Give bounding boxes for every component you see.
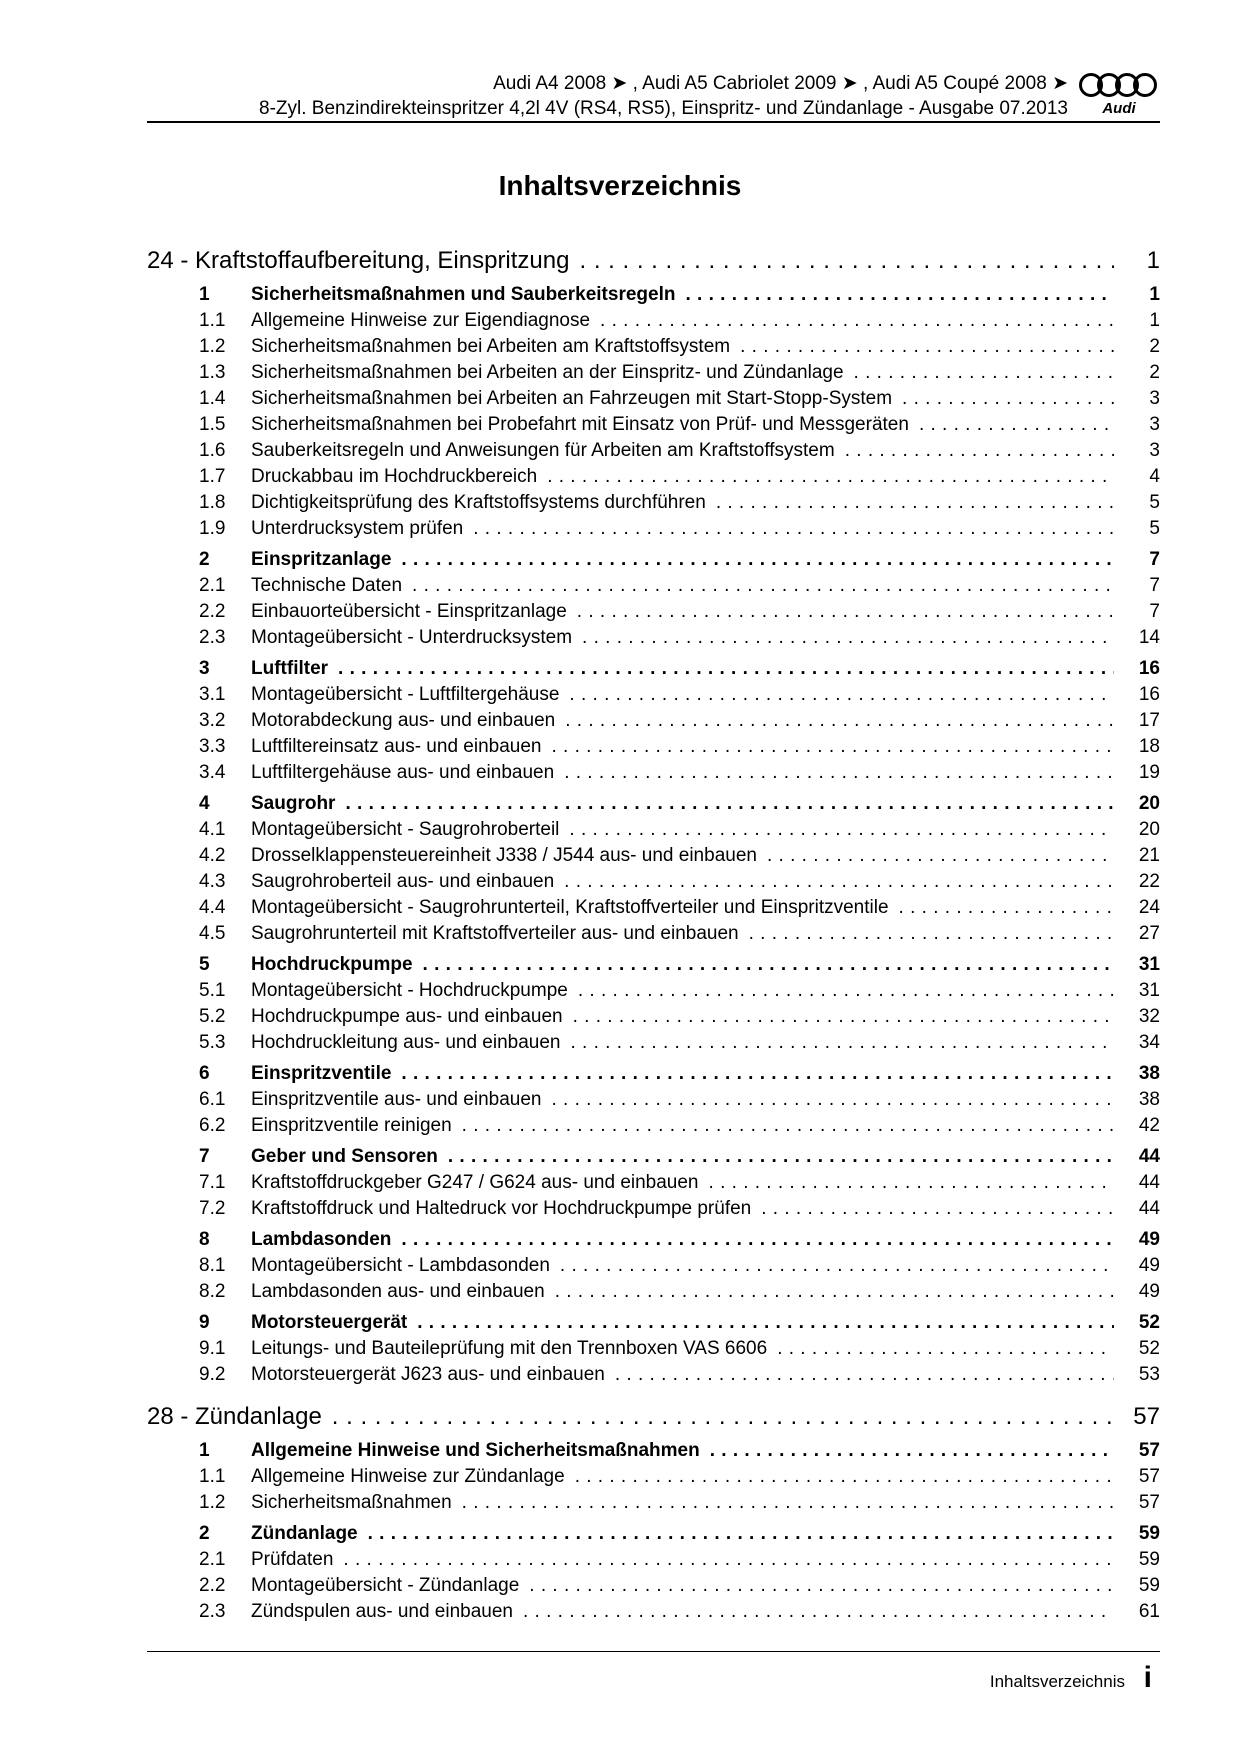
toc-number: 1.1 bbox=[199, 1466, 226, 1487]
toc-number: 5 bbox=[199, 954, 210, 975]
toc-page-number: 17 bbox=[1138, 710, 1160, 731]
toc-page-number: 49 bbox=[1138, 1281, 1160, 1302]
toc-number: 4.4 bbox=[199, 897, 226, 918]
toc-page-number: 52 bbox=[1138, 1338, 1160, 1359]
toc-title: Einbauorteübersicht - Einspritzanlage bbox=[251, 601, 567, 622]
toc-title: Sauberkeitsregeln und Anweisungen für Arbeiten am Kraftstoffsystem bbox=[251, 440, 835, 461]
toc-page-number: 1 bbox=[1149, 310, 1160, 331]
toc-section[interactable] bbox=[147, 1144, 1160, 1170]
toc-item[interactable] bbox=[147, 360, 1160, 386]
toc-number: 6.1 bbox=[199, 1089, 226, 1110]
toc-item[interactable] bbox=[147, 599, 1160, 625]
toc-number: 4.3 bbox=[199, 871, 226, 892]
toc-number: 2 bbox=[199, 1523, 210, 1544]
toc-title: Luftfiltergehäuse aus- und einbauen bbox=[251, 762, 555, 783]
toc-item[interactable] bbox=[147, 843, 1160, 869]
toc-page-number: 59 bbox=[1138, 1523, 1160, 1544]
toc-number: 9.1 bbox=[199, 1338, 226, 1359]
toc-item[interactable] bbox=[147, 1362, 1160, 1388]
toc-leader-dots bbox=[462, 1490, 1114, 1516]
toc-chapter[interactable] bbox=[147, 240, 1160, 282]
toc-leader-dots bbox=[368, 1521, 1114, 1547]
audi-rings-icon bbox=[1078, 72, 1160, 116]
toc-number: 5.2 bbox=[199, 1006, 226, 1027]
toc-title: Prüfdaten bbox=[251, 1549, 334, 1570]
toc-item[interactable] bbox=[147, 1253, 1160, 1279]
toc-section[interactable] bbox=[147, 547, 1160, 573]
toc-title: Sicherheitsmaßnahmen bei Arbeiten an Fahrzeugen mit Start-Stopp-System bbox=[251, 388, 893, 409]
toc-number: 1.2 bbox=[199, 336, 226, 357]
toc-item[interactable] bbox=[147, 1573, 1160, 1599]
toc-leader-dots bbox=[412, 573, 1114, 599]
toc-leader-dots bbox=[473, 516, 1114, 542]
toc-page-number: 14 bbox=[1138, 627, 1160, 648]
toc-item[interactable] bbox=[147, 1547, 1160, 1573]
toc-title: Geber und Sensoren bbox=[251, 1146, 438, 1167]
toc-title: Sicherheitsmaßnahmen bei Probefahrt mit Einsatz von Prüf- und Messgeräten bbox=[251, 414, 909, 435]
toc-leader-dots bbox=[749, 921, 1114, 947]
toc-page-number: 52 bbox=[1138, 1312, 1160, 1333]
toc-page-number: 61 bbox=[1138, 1601, 1160, 1622]
toc-leader-dots bbox=[573, 1004, 1114, 1030]
toc-page-number: 7 bbox=[1149, 601, 1160, 622]
toc-item[interactable] bbox=[147, 921, 1160, 947]
toc-leader-dots bbox=[575, 1464, 1114, 1490]
toc-title: Saugrohrunterteil mit Kraftstoffverteiler aus- und einbauen bbox=[251, 923, 739, 944]
toc-title: Drosselklappensteuereinheit J338 / J544 aus- und einbauen bbox=[251, 845, 757, 866]
toc-title: Lambdasonden aus- und einbauen bbox=[251, 1281, 545, 1302]
toc-leader-dots bbox=[740, 334, 1114, 360]
toc-item[interactable] bbox=[147, 1170, 1160, 1196]
toc-page-number: 57 bbox=[1138, 1492, 1160, 1513]
toc-item[interactable] bbox=[147, 708, 1160, 734]
toc-section[interactable] bbox=[147, 1521, 1160, 1547]
toc-item[interactable] bbox=[147, 1113, 1160, 1139]
toc-leader-dots bbox=[761, 1196, 1114, 1222]
toc-page-number: 3 bbox=[1149, 440, 1160, 461]
toc-leader-dots bbox=[564, 869, 1114, 895]
toc-number: 4.2 bbox=[199, 845, 226, 866]
toc-page-number: 57 bbox=[1133, 1403, 1160, 1430]
toc-title: Motorabdeckung aus- und einbauen bbox=[251, 710, 556, 731]
toc-leader-dots bbox=[555, 1279, 1114, 1305]
footer-page-number: i bbox=[1143, 1661, 1152, 1694]
toc-page-number: 1 bbox=[1149, 284, 1160, 305]
toc-number: 2.2 bbox=[199, 1575, 226, 1596]
toc-page-number: 18 bbox=[1138, 736, 1160, 757]
toc-page-number: 44 bbox=[1138, 1198, 1160, 1219]
toc-page-number: 4 bbox=[1149, 466, 1160, 487]
toc-page-number: 38 bbox=[1138, 1089, 1160, 1110]
toc-item[interactable] bbox=[147, 1464, 1160, 1490]
table-of-contents bbox=[147, 240, 1160, 1625]
toc-title: Kraftstoffdruckgeber G247 / G624 aus- und einbauen bbox=[251, 1172, 699, 1193]
toc-leader-dots bbox=[565, 708, 1114, 734]
toc-title: Einspritzventile bbox=[251, 1063, 392, 1084]
toc-item[interactable] bbox=[147, 334, 1160, 360]
toc-title: 24 - Kraftstoffaufbereitung, Einspritzung bbox=[147, 247, 570, 274]
toc-page-number: 20 bbox=[1138, 819, 1160, 840]
logo-text: Audi bbox=[1102, 100, 1136, 116]
toc-section[interactable] bbox=[147, 1061, 1160, 1087]
toc-item[interactable] bbox=[147, 895, 1160, 921]
toc-title: Saugrohroberteil aus- und einbauen bbox=[251, 871, 555, 892]
toc-title: Einspritzventile aus- und einbauen bbox=[251, 1089, 542, 1110]
toc-leader-dots bbox=[523, 1599, 1114, 1625]
toc-number: 4.1 bbox=[199, 819, 226, 840]
toc-leader-dots bbox=[685, 282, 1114, 308]
toc-number: 1.4 bbox=[199, 388, 226, 409]
toc-leader-dots bbox=[401, 1061, 1114, 1087]
toc-number: 1.1 bbox=[199, 310, 226, 331]
toc-section[interactable] bbox=[147, 656, 1160, 682]
toc-number: 1.8 bbox=[199, 492, 226, 513]
toc-leader-dots bbox=[582, 625, 1114, 651]
toc-page-number: 16 bbox=[1138, 684, 1160, 705]
toc-leader-dots bbox=[448, 1144, 1114, 1170]
toc-item[interactable] bbox=[147, 682, 1160, 708]
toc-page-number: 7 bbox=[1149, 575, 1160, 596]
toc-chapter[interactable] bbox=[147, 1396, 1160, 1438]
toc-section[interactable] bbox=[147, 791, 1160, 817]
toc-page-number: 44 bbox=[1138, 1172, 1160, 1193]
toc-page-number: 59 bbox=[1138, 1575, 1160, 1596]
toc-title: Zündspulen aus- und einbauen bbox=[251, 1601, 513, 1622]
toc-number: 3.3 bbox=[199, 736, 226, 757]
toc-title: Montageübersicht - Unterdrucksystem bbox=[251, 627, 573, 648]
page-header bbox=[147, 68, 1160, 120]
toc-title: Zündanlage bbox=[251, 1523, 358, 1544]
header-models: Audi A4 2008 ➤ , Audi A5 Cabriolet 2009 ➤ , Audi A5 Coupé 2008 ➤ bbox=[493, 73, 1068, 94]
toc-page-number: 21 bbox=[1138, 845, 1160, 866]
toc-number: 3.4 bbox=[199, 762, 226, 783]
toc-page-number: 22 bbox=[1138, 871, 1160, 892]
toc-leader-dots bbox=[899, 895, 1114, 921]
toc-item[interactable] bbox=[147, 516, 1160, 542]
toc-title: 28 - Zündanlage bbox=[147, 1403, 322, 1430]
toc-number: 6 bbox=[199, 1063, 210, 1084]
toc-section[interactable] bbox=[147, 282, 1160, 308]
toc-page-number: 31 bbox=[1138, 954, 1160, 975]
toc-leader-dots bbox=[577, 599, 1114, 625]
toc-title: Technische Daten bbox=[251, 575, 403, 596]
toc-number: 9 bbox=[199, 1312, 210, 1333]
toc-section[interactable] bbox=[147, 1310, 1160, 1336]
toc-item[interactable] bbox=[147, 869, 1160, 895]
toc-section[interactable] bbox=[147, 1438, 1160, 1464]
toc-leader-dots bbox=[547, 464, 1114, 490]
toc-number: 7.2 bbox=[199, 1198, 226, 1219]
toc-page-number: 57 bbox=[1138, 1440, 1160, 1461]
toc-page-number: 49 bbox=[1138, 1255, 1160, 1276]
toc-title: Montageübersicht - Saugrohrunterteil, Kraftstoffverteiler und Einspritzventile bbox=[251, 897, 889, 918]
toc-number: 4.5 bbox=[199, 923, 226, 944]
toc-page-number: 20 bbox=[1138, 793, 1160, 814]
toc-page-number: 16 bbox=[1138, 658, 1160, 679]
toc-leader-dots bbox=[777, 1336, 1114, 1362]
toc-leader-dots bbox=[462, 1113, 1114, 1139]
toc-title: Einspritzventile reinigen bbox=[251, 1115, 452, 1136]
toc-item[interactable] bbox=[147, 1196, 1160, 1222]
toc-item[interactable] bbox=[147, 412, 1160, 438]
toc-title: Einspritzanlage bbox=[251, 549, 392, 570]
toc-page-number: 5 bbox=[1149, 492, 1160, 513]
toc-leader-dots bbox=[600, 308, 1114, 334]
toc-item[interactable] bbox=[147, 573, 1160, 599]
toc-number: 5.3 bbox=[199, 1032, 226, 1053]
toc-leader-dots bbox=[345, 791, 1114, 817]
toc-title: Lambdasonden bbox=[251, 1229, 392, 1250]
toc-leader-dots bbox=[343, 1547, 1114, 1573]
toc-item[interactable] bbox=[147, 1599, 1160, 1625]
toc-number: 2.1 bbox=[199, 575, 226, 596]
toc-page-number: 2 bbox=[1149, 362, 1160, 383]
toc-leader-dots bbox=[569, 682, 1114, 708]
toc-page-number: 31 bbox=[1138, 980, 1160, 1001]
toc-leader-dots bbox=[564, 760, 1114, 786]
toc-page-number: 32 bbox=[1138, 1006, 1160, 1027]
toc-item[interactable] bbox=[147, 734, 1160, 760]
toc-leader-dots bbox=[571, 1030, 1115, 1056]
toc-item[interactable] bbox=[147, 386, 1160, 412]
toc-leader-dots bbox=[332, 1396, 1114, 1438]
toc-number: 1.3 bbox=[199, 362, 226, 383]
toc-number: 2.3 bbox=[199, 1601, 226, 1622]
toc-leader-dots bbox=[560, 1253, 1114, 1279]
toc-leader-dots bbox=[417, 1310, 1114, 1336]
toc-item[interactable] bbox=[147, 490, 1160, 516]
toc-page-number: 1 bbox=[1146, 247, 1160, 274]
toc-number: 7.1 bbox=[199, 1172, 226, 1193]
toc-leader-dots bbox=[569, 817, 1114, 843]
toc-title: Dichtigkeitsprüfung des Kraftstoffsystems durchführen bbox=[251, 492, 706, 513]
toc-page-number: 5 bbox=[1149, 518, 1160, 539]
toc-number: 8.2 bbox=[199, 1281, 226, 1302]
toc-page-number: 53 bbox=[1138, 1364, 1160, 1385]
toc-page-number: 42 bbox=[1138, 1115, 1160, 1136]
toc-leader-dots bbox=[710, 1438, 1114, 1464]
toc-item[interactable] bbox=[147, 1279, 1160, 1305]
toc-item[interactable] bbox=[147, 1490, 1160, 1516]
toc-item[interactable] bbox=[147, 1087, 1160, 1113]
toc-title: Sicherheitsmaßnahmen bbox=[251, 1492, 452, 1513]
header-subtitle: 8-Zyl. Benzindirekteinspritzer 4,2l 4V (RS4, RS5), Einspritz- und Zündanlage - Ausgabe 07.2013 bbox=[259, 98, 1068, 119]
audi-logo bbox=[1078, 72, 1160, 116]
toc-number: 1.5 bbox=[199, 414, 226, 435]
toc-page-number: 38 bbox=[1138, 1063, 1160, 1084]
toc-item[interactable] bbox=[147, 978, 1160, 1004]
toc-number: 2.1 bbox=[199, 1549, 226, 1570]
toc-item[interactable] bbox=[147, 464, 1160, 490]
toc-item[interactable] bbox=[147, 817, 1160, 843]
toc-leader-dots bbox=[551, 1087, 1114, 1113]
toc-number: 2.2 bbox=[199, 601, 226, 622]
toc-item[interactable] bbox=[147, 1030, 1160, 1056]
toc-title: Motorsteuergerät J623 aus- und einbauen bbox=[251, 1364, 605, 1385]
toc-page-number: 2 bbox=[1149, 336, 1160, 357]
footer-rule bbox=[147, 1651, 1160, 1652]
toc-leader-dots bbox=[579, 240, 1114, 282]
toc-page-number: 24 bbox=[1138, 897, 1160, 918]
header-rule bbox=[147, 121, 1160, 123]
toc-number: 7 bbox=[199, 1146, 210, 1167]
toc-leader-dots bbox=[854, 360, 1114, 386]
toc-title: Kraftstoffdruck und Haltedruck vor Hochdruckpumpe prüfen bbox=[251, 1198, 752, 1219]
toc-number: 1.6 bbox=[199, 440, 226, 461]
toc-item[interactable] bbox=[147, 1336, 1160, 1362]
toc-page-number: 59 bbox=[1138, 1549, 1160, 1570]
toc-page-number: 7 bbox=[1149, 549, 1160, 570]
toc-title: Hochdruckleitung aus- und einbauen bbox=[251, 1032, 561, 1053]
toc-number: 3.2 bbox=[199, 710, 226, 731]
toc-leader-dots bbox=[615, 1362, 1114, 1388]
toc-page-number: 19 bbox=[1138, 762, 1160, 783]
toc-item[interactable] bbox=[147, 308, 1160, 334]
toc-page-number: 44 bbox=[1138, 1146, 1160, 1167]
toc-number: 1.9 bbox=[199, 518, 226, 539]
toc-page-number: 49 bbox=[1138, 1229, 1160, 1250]
toc-item[interactable] bbox=[147, 1004, 1160, 1030]
toc-number: 5.1 bbox=[199, 980, 226, 1001]
toc-number: 9.2 bbox=[199, 1364, 226, 1385]
toc-page-number: 3 bbox=[1149, 414, 1160, 435]
toc-title: Luftfiltereinsatz aus- und einbauen bbox=[251, 736, 542, 757]
footer-label: Inhaltsverzeichnis bbox=[989, 1672, 1125, 1691]
toc-number: 1.7 bbox=[199, 466, 226, 487]
toc-title: Unterdrucksystem prüfen bbox=[251, 518, 464, 539]
toc-leader-dots bbox=[767, 843, 1114, 869]
toc-title: Montageübersicht - Luftfiltergehäuse bbox=[251, 684, 560, 705]
toc-item[interactable] bbox=[147, 625, 1160, 651]
toc-number: 3 bbox=[199, 658, 210, 679]
toc-title: Allgemeine Hinweise zur Zündanlage bbox=[251, 1466, 565, 1487]
toc-leader-dots bbox=[529, 1573, 1114, 1599]
toc-number: 6.2 bbox=[199, 1115, 226, 1136]
toc-page-number: 57 bbox=[1138, 1466, 1160, 1487]
toc-title: Montageübersicht - Saugrohroberteil bbox=[251, 819, 560, 840]
toc-leader-dots bbox=[338, 656, 1114, 682]
toc-title: Hochdruckpumpe bbox=[251, 954, 413, 975]
toc-leader-dots bbox=[709, 1170, 1114, 1196]
toc-number: 2 bbox=[199, 549, 210, 570]
toc-leader-dots bbox=[902, 386, 1114, 412]
toc-number: 3.1 bbox=[199, 684, 226, 705]
toc-leader-dots bbox=[423, 952, 1114, 978]
toc-title: Motorsteuergerät bbox=[251, 1312, 408, 1333]
toc-leader-dots bbox=[919, 412, 1114, 438]
toc-number: 2.3 bbox=[199, 627, 226, 648]
toc-title: Sicherheitsmaßnahmen bei Arbeiten an der Einspritz- und Zündanlage bbox=[251, 362, 844, 383]
toc-item[interactable] bbox=[147, 438, 1160, 464]
toc-title: Montageübersicht - Zündanlage bbox=[251, 1575, 520, 1596]
toc-number: 1.2 bbox=[199, 1492, 226, 1513]
toc-title: Montageübersicht - Lambdasonden bbox=[251, 1255, 550, 1276]
toc-leader-dots bbox=[401, 547, 1114, 573]
toc-page-number: 27 bbox=[1138, 923, 1160, 944]
toc-page-number: 3 bbox=[1149, 388, 1160, 409]
toc-title: Montageübersicht - Hochdruckpumpe bbox=[251, 980, 568, 1001]
toc-section[interactable] bbox=[147, 952, 1160, 978]
toc-title: Sicherheitsmaßnahmen und Sauberkeitsregeln bbox=[251, 284, 676, 305]
toc-title: Sicherheitsmaßnahmen bei Arbeiten am Kraftstoffsystem bbox=[251, 336, 731, 357]
toc-number: 8 bbox=[199, 1229, 210, 1250]
page-title: Inhaltsverzeichnis bbox=[498, 170, 742, 201]
toc-title: Saugrohr bbox=[251, 793, 336, 814]
toc-title: Hochdruckpumpe aus- und einbauen bbox=[251, 1006, 563, 1027]
toc-title: Allgemeine Hinweise zur Eigendiagnose bbox=[251, 310, 591, 331]
toc-title: Druckabbau im Hochdruckbereich bbox=[251, 466, 538, 487]
toc-number: 1 bbox=[199, 1440, 210, 1461]
toc-leader-dots bbox=[551, 734, 1114, 760]
toc-leader-dots bbox=[578, 978, 1114, 1004]
toc-title: Luftfilter bbox=[251, 658, 329, 679]
toc-item[interactable] bbox=[147, 760, 1160, 786]
toc-number: 1 bbox=[199, 284, 210, 305]
toc-leader-dots bbox=[845, 438, 1114, 464]
toc-number: 8.1 bbox=[199, 1255, 226, 1276]
toc-number: 4 bbox=[199, 793, 210, 814]
toc-title: Leitungs- und Bauteileprüfung mit den Trennboxen VAS 6606 bbox=[251, 1338, 768, 1359]
toc-page-number: 34 bbox=[1138, 1032, 1160, 1053]
toc-leader-dots bbox=[716, 490, 1114, 516]
toc-section[interactable] bbox=[147, 1227, 1160, 1253]
toc-leader-dots bbox=[401, 1227, 1114, 1253]
toc-title: Allgemeine Hinweise und Sicherheitsmaßnahmen bbox=[251, 1440, 700, 1461]
